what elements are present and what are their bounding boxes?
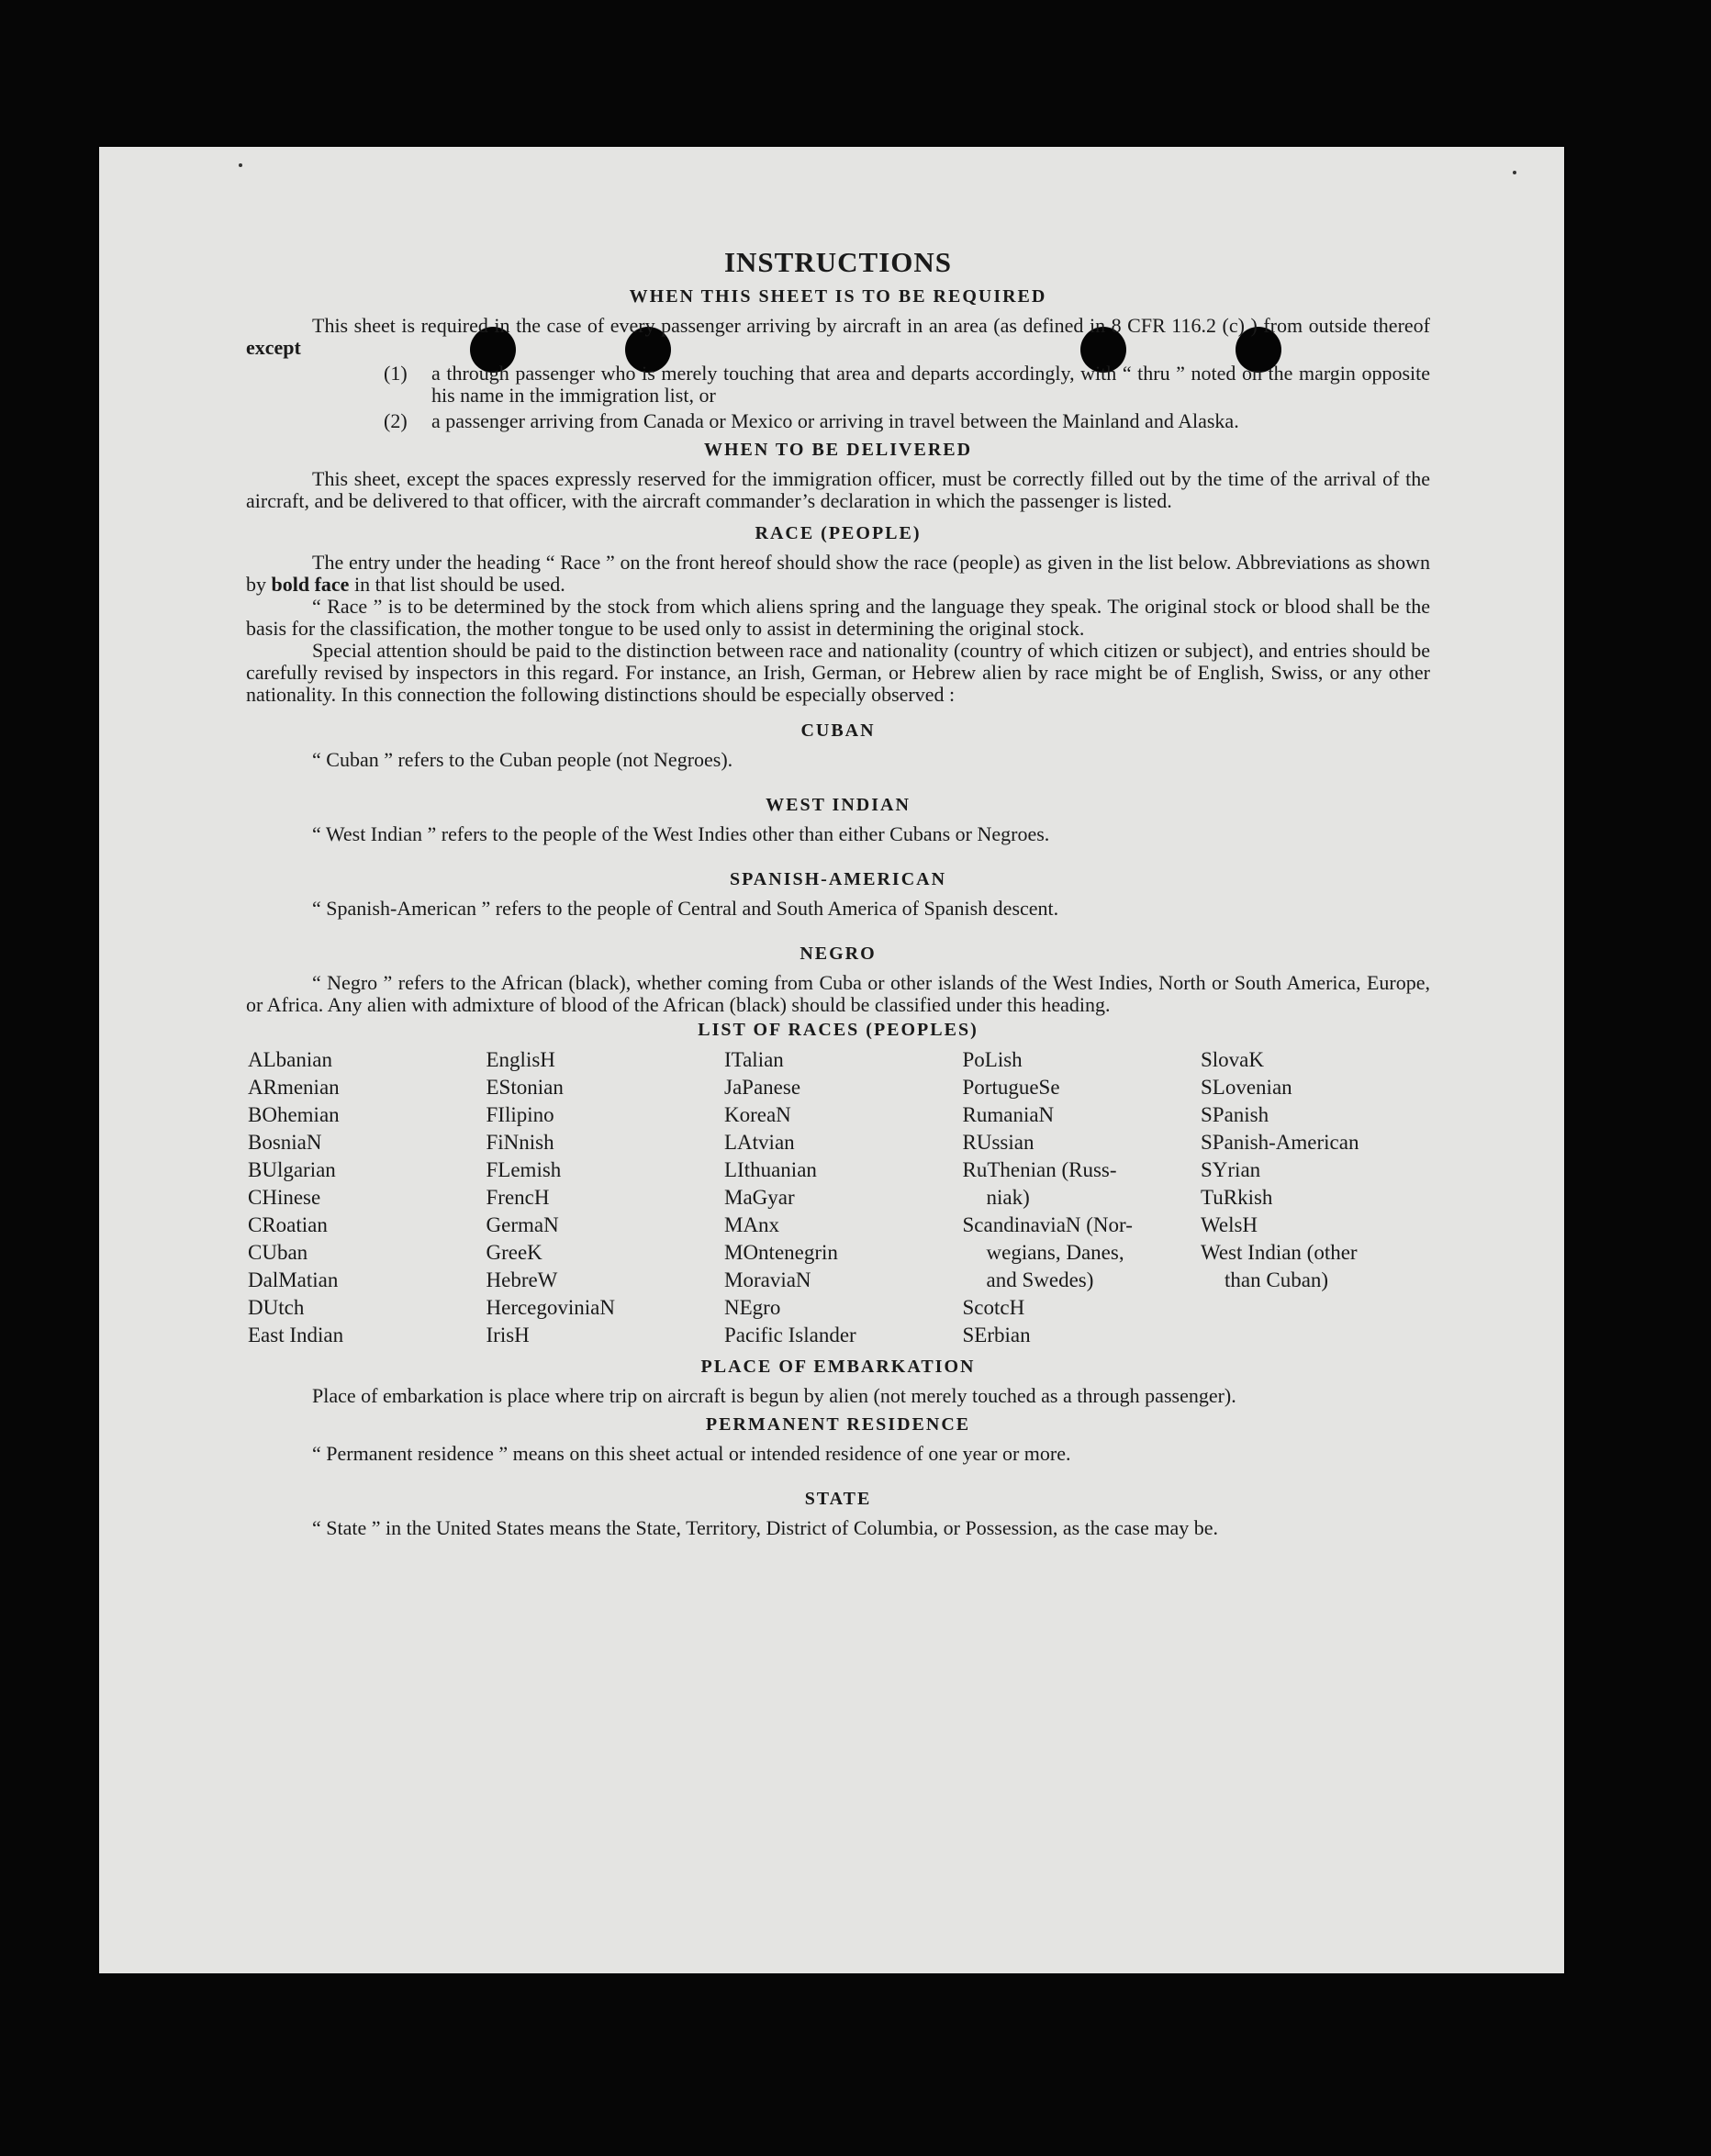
heading-race: RACE (PEOPLE) [755, 523, 922, 543]
list-item: TuRkish [1201, 1186, 1273, 1209]
residence-text: “ Permanent residence ” means on this sheet actual or intended residence of one year or more. [312, 1442, 1071, 1465]
state-text: “ State ” in the United States means the State, Territory, District of Columbia, or Possession, as the case may be. [312, 1516, 1219, 1539]
list-item: than Cuban) [1225, 1268, 1329, 1291]
heading-embarkation: PLACE OF EMBARKATION [700, 1357, 976, 1377]
list-item: SPanish-American [1201, 1131, 1359, 1154]
list-item: and Swedes) [986, 1268, 1094, 1291]
required-item-1: (1) a through passenger who is merely touching that area and departs accordingly, with “ thru ” noted on the margin opposite his name in the immigration list, or [384, 362, 1430, 407]
heading-west-indian: WEST INDIAN [766, 795, 911, 815]
heading-list-of-races: LIST OF RACES (PEOPLES) [698, 1020, 979, 1040]
list-item: ARmenian [248, 1076, 340, 1099]
list-item: BOhemian [248, 1103, 340, 1126]
list-item: West Indian (other [1201, 1241, 1358, 1264]
speck [1513, 171, 1516, 174]
list-item: EnglisH [486, 1048, 555, 1071]
races-column-4 [963, 1046, 1192, 1349]
list-item: FrencH [486, 1186, 550, 1209]
west-indian-text: “ West Indian ” refers to the people of the West Indies other than either Cubans or Negroes. [312, 822, 1050, 845]
list-item: GreeK [486, 1241, 542, 1264]
list-item: Pacific Islander [724, 1324, 856, 1346]
races-list [248, 1046, 1430, 1349]
list-item: ScandinaviaN (Nor- [962, 1213, 1133, 1236]
heading-delivered: WHEN TO BE DELIVERED [703, 440, 973, 460]
race-paragraph-2: “ Race ” is to be determined by the stock from which aliens spring and the language they speak. The original stock or blood shall be the basis for the classification, the mother tongue to be used only to assist in determining the original stock. [246, 595, 1430, 640]
list-item: RumaniaN [962, 1103, 1055, 1126]
list-item: wegians, Danes, [986, 1241, 1124, 1264]
required-intro: This sheet is required in the case of every passenger arriving by aircraft in an area (as defined in 8 CFR 116.2 (c) ) from outside thereof except [246, 314, 1430, 359]
list-item: WelsH [1201, 1213, 1258, 1236]
list-item: HebreW [486, 1268, 558, 1291]
heading-cuban: CUBAN [800, 721, 876, 741]
list-item: ScotcH [962, 1296, 1025, 1319]
races-column-3 [724, 1046, 954, 1349]
list-item: FiNnish [486, 1131, 554, 1154]
list-item: RuThenian (Russ- [962, 1158, 1117, 1181]
delivered-text: This sheet, except the spaces expressly reserved for the immigration officer, must be correctly filled out by the time of the arrival of the aircraft, and be delivered to that officer, with the aircraft commander’s declaration in which the passenger is listed. [246, 467, 1430, 512]
list-item: CUban [248, 1241, 308, 1264]
negro-text: “ Negro ” refers to the African (black), whether coming from Cuba or other islands of the West Indies, North or South America, Europe, or Africa. Any alien with admixture of blood of the African (black) should be classified under this heading. [246, 971, 1430, 1016]
list-item: MAnx [724, 1213, 780, 1236]
document-page [99, 147, 1564, 1973]
list-item: PortugueSe [962, 1076, 1060, 1099]
list-item: RUssian [962, 1131, 1034, 1154]
list-item: niak) [986, 1186, 1030, 1209]
list-item: LIthuanian [724, 1158, 817, 1181]
list-item: MoraviaN [724, 1268, 811, 1291]
list-item: SErbian [962, 1324, 1031, 1346]
instructions-content [246, 246, 1430, 1539]
list-item: JaPanese [724, 1076, 801, 1099]
races-column-1 [248, 1046, 477, 1349]
spanish-american-text: “ Spanish-American ” refers to the people of Central and South America of Spanish descent. [312, 897, 1059, 920]
heading-state: STATE [804, 1489, 872, 1509]
page-title: INSTRUCTIONS [723, 246, 952, 278]
race-paragraph-1: The entry under the heading “ Race ” on the front hereof should show the race (people) as given in the list below. Abbreviations as shown by bold face in that list should be used. [246, 551, 1430, 596]
list-item: GermaN [486, 1213, 559, 1236]
list-item: MOntenegrin [724, 1241, 838, 1264]
races-column-5 [1201, 1046, 1430, 1349]
list-item: ALbanian [248, 1048, 332, 1071]
cuban-text: “ Cuban ” refers to the Cuban people (not Negroes). [312, 748, 733, 771]
heading-spanish-american: SPANISH-AMERICAN [729, 869, 947, 889]
heading-negro: NEGRO [800, 944, 877, 964]
list-item: East Indian [248, 1324, 344, 1346]
list-item: CRoatian [248, 1213, 328, 1236]
list-item: DUtch [248, 1296, 305, 1319]
list-item: ITalian [724, 1048, 784, 1071]
list-item: PoLish [962, 1048, 1023, 1071]
list-item: FIlipino [486, 1103, 554, 1126]
list-item: DalMatian [248, 1268, 339, 1291]
embarkation-text: Place of embarkation is place where trip on aircraft is begun by alien (not merely touched as a through passenger). [312, 1384, 1236, 1407]
list-item: IrisH [486, 1324, 530, 1346]
list-item: FLemish [486, 1158, 562, 1181]
race-paragraph-3: Special attention should be paid to the distinction between race and nationality (country of which citizen or subject), and entries should be carefully revised by inspectors in this regard. For instance, an Irish, German, or Hebrew alien by race might be of English, Swiss, or any other nationality. In this connection the following distinctions should be especially observed : [246, 639, 1430, 706]
list-item: BUlgarian [248, 1158, 336, 1181]
list-item: HercegoviniaN [486, 1296, 615, 1319]
heading-required: WHEN THIS SHEET IS TO BE REQUIRED [629, 286, 1047, 307]
list-item: CHinese [248, 1186, 321, 1209]
races-column-2 [486, 1046, 716, 1349]
list-item: SlovaK [1201, 1048, 1264, 1071]
list-item: SLovenian [1201, 1076, 1292, 1099]
list-item: EStonian [486, 1076, 564, 1099]
list-item: SPanish [1201, 1103, 1269, 1126]
list-item: MaGyar [724, 1186, 795, 1209]
list-item: NEgro [724, 1296, 781, 1319]
required-item-2: (2) a passenger arriving from Canada or Mexico or arriving in travel between the Mainland and Alaska. [384, 409, 1239, 432]
list-item: SYrian [1201, 1158, 1261, 1181]
list-item: LAtvian [724, 1131, 795, 1154]
heading-residence: PERMANENT RESIDENCE [705, 1414, 971, 1435]
speck [239, 163, 242, 167]
list-item: BosniaN [248, 1131, 322, 1154]
list-item: KoreaN [724, 1103, 791, 1126]
